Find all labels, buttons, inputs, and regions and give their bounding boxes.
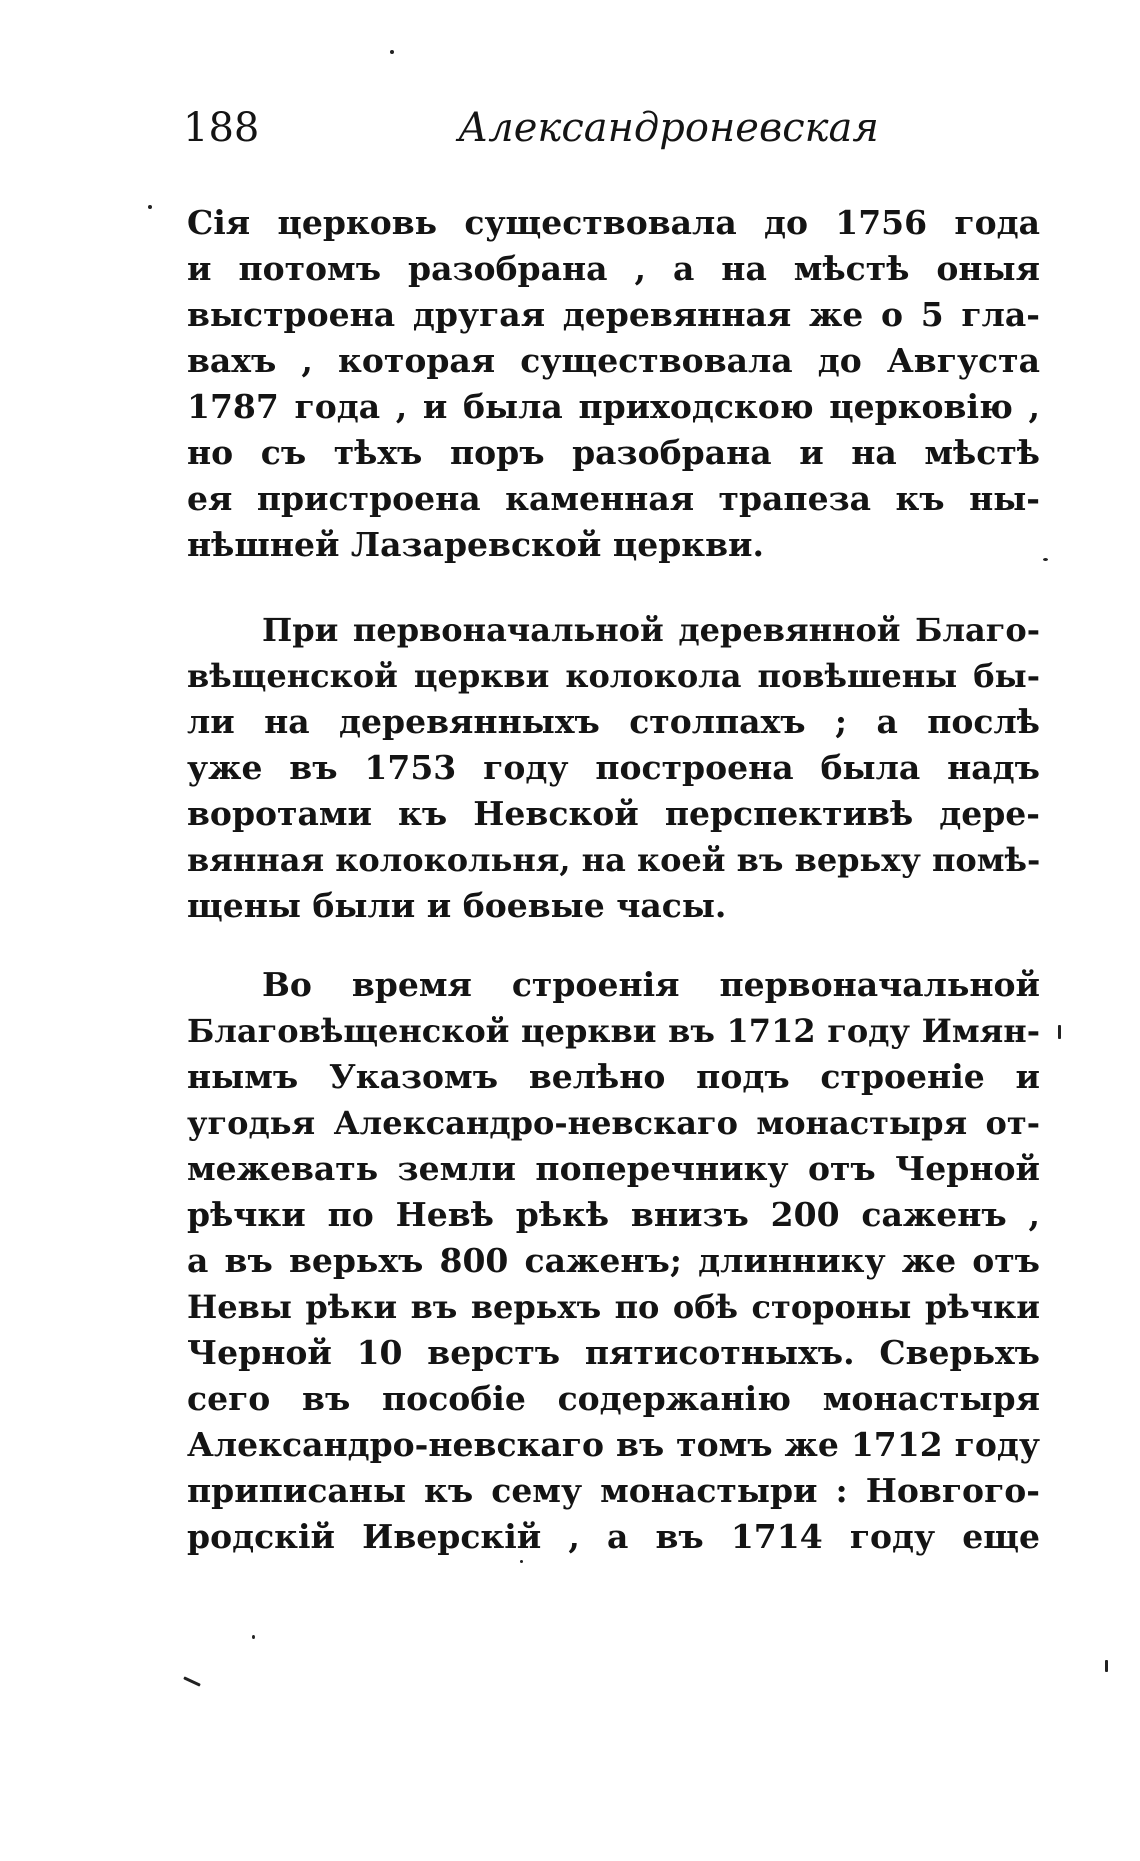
text-line: Во время строенія первоначальной (262, 965, 1040, 1004)
text-line: выстроена другая деревянная же о 5 гла- (187, 295, 1040, 334)
scan-speck (252, 1635, 255, 1639)
text-line: вѣщенской церкви колокола повѣшены бы- (187, 657, 1040, 695)
scan-speck (390, 50, 394, 54)
running-head (183, 105, 1040, 155)
scan-speck (1058, 1025, 1061, 1039)
text-line: угодья Александро-невскаго монастыря от- (187, 1104, 1040, 1142)
text-line: межевать земли поперечнику отъ Черной (187, 1149, 1040, 1188)
text-line: Александро-невскаго въ томъ же 1712 году (187, 1425, 1040, 1464)
scan-speck (1043, 558, 1048, 561)
text-line: родскій Иверскій , а въ 1714 году еще (187, 1517, 1040, 1556)
text-line: вянная колокольня, на коей въ верьху помѣ- (187, 841, 1041, 879)
scan-speck (148, 205, 152, 209)
text-line: нымъ Указомъ велѣно подъ строеніе и (187, 1057, 1040, 1096)
text-line: При первоначальной деревянной Благо- (262, 611, 1040, 649)
text-line: но съ тѣхъ поръ разобрана и на мѣстѣ (187, 433, 1040, 472)
text-line: ея пристроена каменная трапеза къ ны- (187, 479, 1040, 518)
paragraph-2 (187, 607, 1040, 929)
scan-speck (520, 1560, 523, 1563)
scan-speck (1105, 1660, 1108, 1672)
text-line: рѣчки по Невѣ рѣкѣ внизъ 200 саженъ , (187, 1195, 1040, 1234)
text-line: уже въ 1753 году построена была надъ (187, 748, 1040, 787)
page-number: 188 (183, 105, 260, 151)
scan-speck (183, 1676, 201, 1686)
text-line: Сія церковь существовала до 1756 года (187, 203, 1040, 242)
text-line: ли на деревянныхъ столпахъ ; а послѣ (187, 702, 1040, 741)
paragraph-1 (187, 200, 1040, 568)
text-line: приписаны къ сему монастыри : Новгого- (187, 1471, 1040, 1510)
text-line: Невы рѣки въ верьхъ по обѣ стороны рѣчки (187, 1288, 1040, 1326)
running-title: Александроневская (458, 105, 879, 151)
text-line: нѣшней Лазаревской церкви. (187, 525, 765, 564)
text-line: воротами къ Невской перспективѣ дере- (187, 794, 1040, 833)
paragraph-3 (187, 962, 1040, 1560)
text-line: и потомъ разобрана , а на мѣстѣ оныя (187, 249, 1040, 288)
text-line: Черной 10 верстъ пятисотныхъ. Сверьхъ (187, 1333, 1040, 1372)
text-line: щены были и боевые часы. (187, 886, 727, 925)
text-line: вахъ , которая существовала до Августа (187, 341, 1040, 380)
text-line: Благовѣщенской церкви въ 1712 году Имян- (187, 1012, 1040, 1050)
text-line: а въ верьхъ 800 саженъ; длиннику же отъ (187, 1241, 1040, 1280)
text-line: сего въ пособіе содержанію монастыря (187, 1379, 1040, 1418)
text-line: 1787 года , и была приходскою церковію , (187, 387, 1040, 426)
